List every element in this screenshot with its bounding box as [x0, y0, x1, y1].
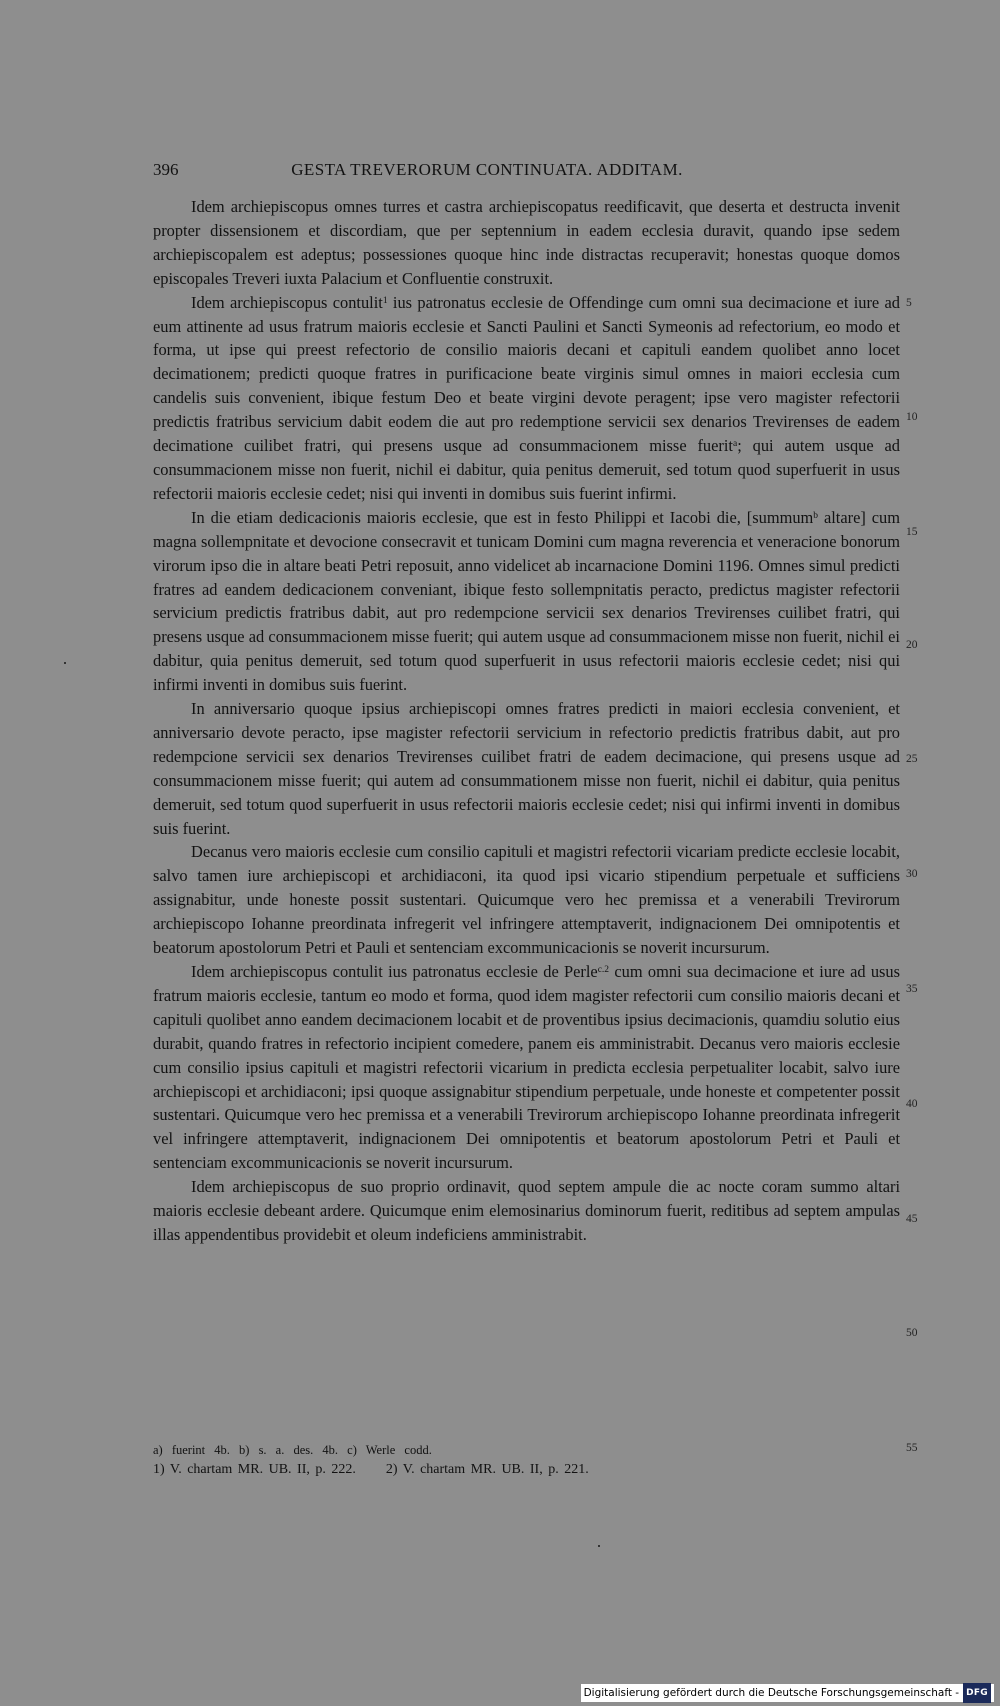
source-notes — [153, 1460, 900, 1480]
credit-text: Digitalisierung gefördert durch die Deutsche Forschungsgemeinschaft - — [583, 1687, 960, 1699]
line-number: 20 — [906, 639, 918, 651]
line-number: 45 — [906, 1213, 918, 1225]
paragraph: In die etiam dedicacionis maioris ecclesie, que est in festo Philippi et Iacobi die, [summum$^b$ altare] cum magna sollempnitate et devocione consecravit et tunicam Domini cum magna reverencia et veneracione bonorum virorum ipso die in altare beati Petri reposuit, anno videlicet ab incarnacione Domini 1196. Omnes simul predicti fratres ad eandem dedicacionem conveniant, ibique festo sollempnitatis peracto, predictus magister refectorii servicium predictis fratribus dabit, aut pro redempcione servicii sex denarios Trevirenses cuilibet fratri, qui presens usque ad consummacionem misse fuerit; qui autem usque ad consummacionem misse non fuerit, nichil ei dabitur, quia penitus demeruit, sed totum quod superfuerit in usus refectorii maioris ecclesie cedet; nisi qui infirmi inventi in domibus suis fuerint. — [153, 507, 900, 695]
paragraph: In anniversario quoque ipsius archiepiscopi omnes fratres predicti in maiori ecclesia convenient, et anniversario devote peracto, ipse magister refectorii servicium in refectorio predictis fratribus dabit, aut pro redempcione servicii sex denarios Trevirenses cuilibet fratri de eadem decimacione, qui presens usque ad consummacionem misse fuerit; qui autem ad consummationem misse non fuerit, nichil ei dabitur, quia penitus demeruit, sed totum quod superfuerit in usus refectorii maioris ecclesie cedet; nisi qui infirmi inventi in domibus suis fuerint. — [153, 699, 900, 838]
source-note-2: 2) V. chartam MR. UB. II, p. 221. — [385, 1462, 589, 1477]
line-number: 5 — [906, 297, 912, 309]
running-title: GESTA TREVERORUM CONTINUATA. ADDITAM. — [291, 160, 683, 179]
footnote-marker: b — [813, 510, 819, 521]
line-number: 40 — [906, 1098, 918, 1110]
paragraph: Decanus vero maioris ecclesie cum consilio capituli et magistri refectorii vicariam predicte ecclesie locabit, salvo tamen iure archiepiscopi et archidiaconi, ita quod ipsi vicario stipendium perpetuale et sufficiens assignabitur, unde honeste possit sustentari. Quicumque vero hec premissa et a venerabili Trevirorum archiepiscopo Iohanne preordinata infregerit vel infringere attemptaverit, indignacionem Dei omnipotentis et beatorum apostolorum Petri et Pauli et sentenciam excommunicacionis se noverit incursurum. — [153, 842, 900, 958]
footnote-marker: a — [732, 439, 738, 450]
paragraph: Idem archiepiscopus de suo proprio ordinavit, quod septem ampule die ac nocte coram summo altari maioris ecclesie debeant ardere. Quicumque enim elemosinarius dominorum fuerit, reditibus ad septem ampulas illas appendentibus providebit et oleum indeficiens amministrabit. — [153, 1177, 900, 1244]
dfg-logo: DFG — [963, 1683, 991, 1703]
source-note-1: 1) V. chartam MR. UB. II, p. 222. — [153, 1462, 356, 1477]
line-number: 35 — [906, 983, 918, 995]
line-number: 55 — [906, 1442, 918, 1454]
digitization-credit — [581, 1684, 994, 1702]
scan-speck — [598, 1545, 600, 1547]
footnotes — [153, 1440, 900, 1480]
line-number: 50 — [906, 1327, 918, 1339]
paragraph: Idem archiepiscopus contulit ius patronatus ecclesie de Perle$^{c.2}$ cum omni sua decimacione et iure ad usus fratrum maioris ecclesie, tantum eo modo et forma, quod idem magister refectorii cum consilio maioris decani et capituli quolibet anno eandem decimacionem locabit et de proventibus ipsius decimacionis, quamdiu solutio eius durabit, quando fratres in refectorio incipient comedere, panem eis amministrabit. Decanus vero maioris ecclesie cum consilio ipsius capituli et magistri refectorii vicarium in predicta ecclesia perpetualiter locabit, salvo iure archiepiscopi et archidiaconi; ipsi quoque assignabitur stipendium perpetuale, unde honeste et competenter possit sustentari. Quicumque vero hec premissa et a venerabili Trevirorum archiepiscopo Iohanne preordinata infregerit vel infringere attemptaverit, indignacionem Dei omnipotentis et beatorum apostolorum Petri et Pauli et sentenciam excommunicacionis se noverit incursurum. — [153, 962, 900, 1173]
footnote-marker: c.2 — [597, 965, 610, 975]
paragraph: Idem archiepiscopus omnes turres et castra archiepiscopatus reedificavit, que deserta et destructa invenit propter dissensionem et discordiam, que per septennium in eadem ecclesia duravit, quando ipse sedem archiepiscopalem est adeptus; possessiones quoque hinc inde distractas recuperavit; honestas quoque domos episcopales Treveri iuxta Palacium et Confluentie construxit. — [153, 197, 900, 288]
line-number: 10 — [906, 411, 918, 423]
line-number: 15 — [906, 526, 918, 538]
line-number: 25 — [906, 753, 918, 765]
critical-apparatus — [153, 1440, 900, 1460]
page-number: 396 — [153, 160, 179, 179]
main-text — [153, 195, 900, 1247]
footnote-marker: 1 — [382, 295, 388, 306]
critical-notes-text: a) fuerint 4b. b) s. a. des. 4b. c) Werle codd. — [153, 1443, 432, 1457]
scan-speck — [64, 662, 66, 664]
running-header — [153, 160, 741, 184]
paragraph: Idem archiepiscopus contulit$^1$ ius patronatus ecclesie de Offendinge cum omni sua decimacione et iure ad eum attinente ad usus fratrum maioris ecclesie et Sancti Paulini et Sancti Symeonis ad refectorium, eo modo et forma, ut ipse qui preest refectorio de consilio maioris decani et capituli eandem quolibet anno locet decimationem; predicti quoque fratres in purificacione beate virginis simul omnes in maiori ecclesia cum candelis suis convenient, ibique festum Deo et beate virgini devote peragent; ipse vero magister refectorii predictis fratribus servicium dabit eodem die aut pro redemptione servicii sex denarios Trevirenses de eadem decimatione cuilibet fratri, qui presens usque ad consummacionem misse fuerit$^a$; qui autem usque ad consummacionem misse non fuerit, nichil ei dabitur, quia penitus demeruit, sed totum quod superfuerit in usus refectorii maioris ecclesie cedet; nisi qui inventi in domibus suis fuerint infirmi. — [153, 292, 900, 503]
line-number: 30 — [906, 868, 918, 880]
